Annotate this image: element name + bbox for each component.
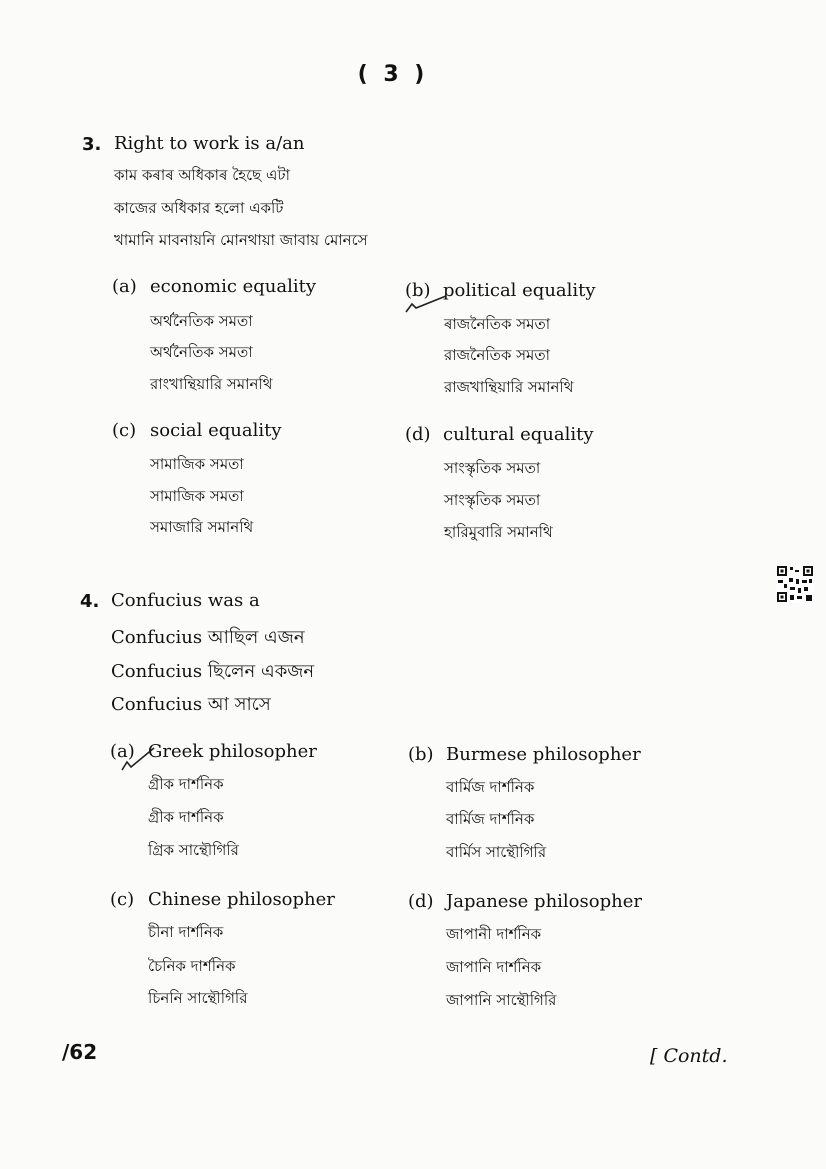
option-text-en: Japanese philosopher: [446, 891, 642, 912]
page-number: ( 3 ): [357, 62, 429, 87]
option-label: (a): [112, 276, 137, 297]
question-stem-bn: Confucius ছিলেন একজন: [111, 661, 315, 682]
question-stem-en: Confucius was a: [111, 590, 260, 611]
option-text-as: সামাজিক সমতা: [150, 455, 244, 473]
option-a: [112, 276, 316, 297]
option-b: [408, 744, 641, 765]
option-text-en: social equality: [150, 420, 282, 441]
option-text-bn: সামাজিক সমতা: [150, 487, 244, 505]
option-text-bodo: চিননি সান্থৌগিরি: [148, 989, 248, 1007]
option-c: [110, 889, 335, 910]
option-text-bn: সাংস্কৃতিক সমতা: [444, 491, 541, 509]
option-label: (c): [112, 420, 137, 441]
option-text-as: সাংস্কৃতিক সমতা: [444, 459, 541, 477]
question-number: 3.: [82, 134, 102, 155]
question-stem-as: কাম কৰাৰ অধিকাৰ হৈছে এটা: [114, 166, 290, 184]
option-d: [405, 424, 594, 445]
question-stem-en: Right to work is a/an: [114, 133, 305, 154]
option-text-bodo: গ্রিক সান্থৌগিরি: [148, 841, 239, 859]
question-stem-bodo: খামানি মাবনায়নি মোনথায়া জাবায় মোনসে: [114, 231, 368, 249]
option-text-en: Greek philosopher: [148, 741, 317, 762]
option-label: (c): [110, 889, 135, 910]
option-text-as: ৰাজনৈতিক সমতা: [444, 315, 551, 333]
option-text-bn: রাজনৈতিক সমতা: [444, 346, 550, 364]
question-stem-bodo: Confucius আ সাসে: [111, 694, 271, 715]
option-text-as: বাৰ্মিজ দাৰ্শনিক: [446, 778, 535, 796]
option-text-bn: অর্থনৈতিক সমতা: [150, 343, 253, 361]
option-text-as: জাপানী দাৰ্শনিক: [446, 925, 542, 943]
continued-marker: [ Contd.: [650, 1045, 728, 1067]
option-text-bodo: জাপানি সান্থৌগিরি: [446, 991, 557, 1009]
option-label: (d): [405, 424, 431, 445]
option-text-bn: জাপানি দার্শনিক: [446, 958, 542, 976]
option-text-en: political equality: [443, 280, 596, 301]
pen-tick-icon: [118, 742, 158, 774]
option-label: (a): [110, 741, 135, 762]
option-text-bodo: রাংখান্থিয়ারি সমানথি: [150, 375, 273, 393]
option-text-as: অৰ্থনৈতিক সমতা: [150, 312, 253, 330]
option-text-bodo: হারিমুবারি সমানথি: [444, 523, 553, 541]
option-label: (b): [408, 744, 434, 765]
option-d: [408, 891, 642, 912]
question-stem-bn: কাজের অধিকার হলো একটি: [114, 199, 284, 217]
option-text-en: Chinese philosopher: [148, 889, 335, 910]
option-text-en: Burmese philosopher: [446, 744, 641, 765]
pen-tick-icon: [402, 282, 450, 316]
option-text-bodo: রাজখান্থিয়ারি সমানথি: [444, 378, 574, 396]
option-text-bn: গ্রীক দার্শনিক: [148, 808, 224, 826]
option-label: (d): [408, 891, 434, 912]
option-text-en: cultural equality: [443, 424, 594, 445]
option-text-bn: বার্মিজ দার্শনিক: [446, 810, 535, 828]
option-c: [112, 420, 282, 441]
option-text-bodo: সমাজারি সমানথি: [150, 518, 254, 536]
option-text-as: চীনা দাৰ্শনিক: [148, 923, 224, 941]
question-stem-as: Confucius আছিল এজন: [111, 627, 305, 648]
paper-code: /62: [62, 1040, 98, 1064]
option-text-as: গ্ৰীক দাৰ্শনিক: [148, 775, 224, 793]
option-text-bn: চৈনিক দার্শনিক: [148, 957, 236, 975]
question-number: 4.: [80, 591, 100, 612]
option-text-bodo: বার্মিস সান্থৌগিরি: [446, 843, 547, 861]
option-text-en: economic equality: [150, 276, 317, 297]
qr-code-icon: [776, 565, 814, 603]
option-label: (b): [405, 280, 431, 301]
